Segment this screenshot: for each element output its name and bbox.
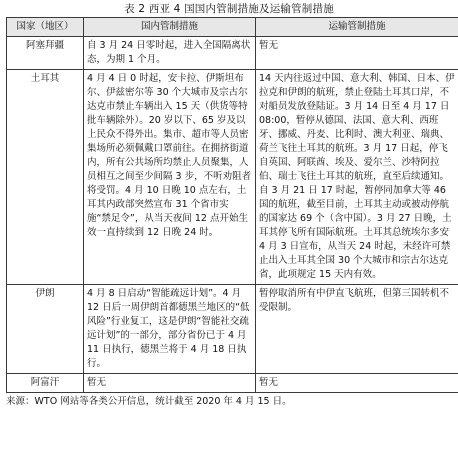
table-row — [7, 37, 458, 70]
header-domestic: 国内管制措施 — [84, 18, 256, 37]
transport-cell: 暂无 — [256, 374, 458, 393]
table-row — [7, 70, 458, 285]
table-row — [7, 285, 458, 374]
measures-table — [6, 17, 458, 393]
header-country: 国家（地区） — [7, 18, 84, 37]
country-cell: 伊朗 — [7, 285, 84, 374]
source-note: 来源：WTO 网站等各类公开信息，统计截至 2020 年 4 月 15 日。 — [6, 396, 292, 407]
table-row — [7, 374, 458, 393]
domestic-cell: 4 月 8 日启动“智能疏远计划”。4 月 12 日后一周伊朗首都德黑兰地区的“低风险”行业复工，这是伊朗“智能社交疏远计划”的一部分，部分省份已于 4 月 11 日执行，德黑兰将于 4 月 18 日执行。 — [84, 285, 256, 374]
country-cell: 阿富汗 — [7, 374, 84, 393]
domestic-cell: 自 3 月 24 日零时起，进入全国隔离状态，为期 1 个月。 — [84, 37, 256, 70]
header-row — [7, 18, 458, 37]
header-transport: 运输管制措施 — [256, 18, 458, 37]
domestic-cell: 4 月 4 日 0 时起，安卡拉、伊斯坦布尔、伊兹密尔等 30 个大城市及宗古尔达克市禁止车辆出入 15 天（供货等特批车辆除外）。20 岁以下、65 岁及以上民众不得外出。集市、超市等人员密集场所必须佩戴口罩前往。在拥挤街道内，所有公共场所均禁止人员聚集，人员相互之间至少间隔 3 步，不听劝阻者将受罚。4 月 10 日晚 10 点左右，土耳其内政部突然宣布 31 个省市实施“禁足令”，从当天夜间 12 点开始生效一直持续到 12 日晚 24 时。 — [84, 70, 256, 285]
transport-cell: 14 天内往返过中国、意大利、韩国、日本、伊拉克和伊朗的航班，禁止登陆土耳其口岸，不对船员发放登陆证。3 月 14 日至 4 月 17 日 08:00，暂停从德国、法国、意大利、西班牙、挪威、丹麦、比利时、澳大利亚、瑞典、荷兰飞往土耳其的航班。3 月 17 日起，停飞自英国、阿联酋、埃及、爱尔兰、沙特阿拉伯、瑞士飞往土耳其的航班，直至后续通知。自 3 月 21 日 17 时起，暂停同加拿大等 46 国的航班，截至目前，土耳其主动或被动停航的国家达 69 个（含中国）。3 月 27 日晚，土耳其停飞所有国际航班。土耳其总统埃尔多安 4 月 3 日宣布，从当天 24 时起，未经许可禁止出入土耳其全国 30 个大城市和宗古尔达克省，此项规定 15 天内有效。 — [256, 70, 458, 285]
domestic-cell: 暂无 — [84, 374, 256, 393]
country-cell: 土耳其 — [7, 70, 84, 285]
country-cell: 阿塞拜疆 — [7, 37, 84, 70]
table-caption: 表 2 西亚 4 国国内管制措施及运输管制措施 — [124, 3, 334, 15]
transport-cell: 暂无 — [256, 37, 458, 70]
transport-cell: 暂停取消所有中伊直飞航班，但第三国转机不受限制。 — [256, 285, 458, 374]
